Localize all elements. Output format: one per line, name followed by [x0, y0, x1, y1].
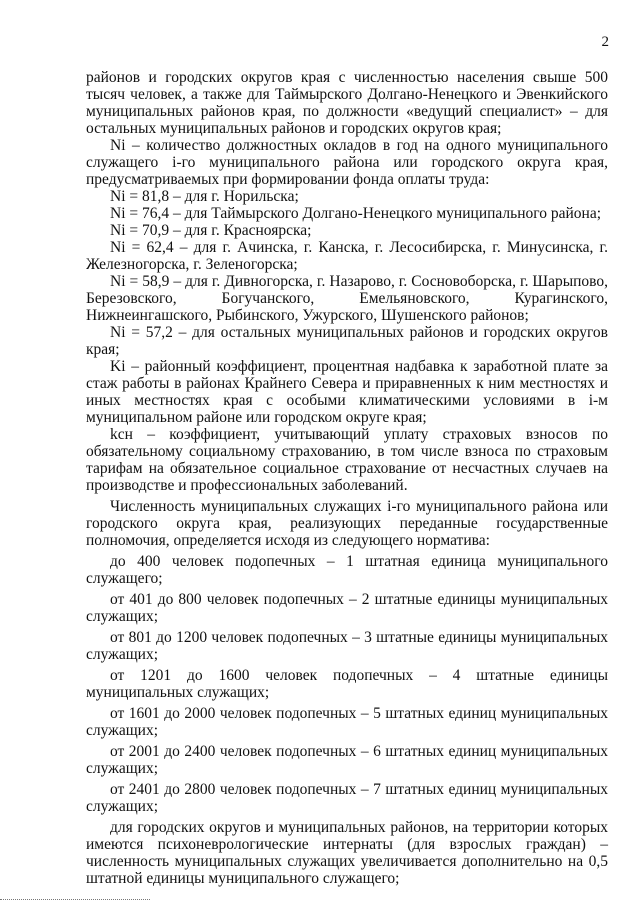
paragraph-ni-norilsk: Ni = 81,8 – для г. Норильска; — [110, 188, 299, 205]
paragraph-ni-cities-58: Ni = 58,9 – для г. Дивногорска, г. Назарово, г. Сосновоборска, г. Шарыпово, Березовского, Богучанского, Емельяновского, Курагинского, Нижнеингашского, Рыбинского, Ужурского, Шушенского районов; — [86, 273, 608, 324]
paragraph-norm-2400: от 2001 до 2400 человек подопечных – 6 штатных единиц муниципальных служащих; — [86, 743, 608, 777]
paragraph-continuation: районов и городских округов края с численностью населения свыше 500 тысяч человек, а также для Таймырского Долгано-Ненецкого и Эвенкийского муниципальных районов края, по должности «ведущий специалист» – для остальных муниципальных районов и городских округов края; — [86, 69, 608, 137]
paragraph-psycho-boarding: для городских округов и муниципальных районов, на территории которых имеются психоневрологические интернаты (для взрослых граждан) – численность муниципальных служащих увеличивается дополнительно на 0,5 штатной единицы муниципального служащего; — [86, 819, 608, 887]
paragraph-ksn-definition: kсн – коэффициент, учитывающий уплату страховых взносов по обязательному социальному страхованию, в том числе взноса по страховым тарифам на обязательное социальное страхование от несчастных случаев на производстве и профессиональных заболеваний. — [86, 426, 608, 494]
paragraph-staff-norm: Численность муниципальных служащих i-го муниципального района или городского округа края, реализующих переданные государственные полномочия, определяется исходя из следующего норматива: — [86, 498, 608, 549]
paragraph-ni-other: Ni = 57,2 – для остальных муниципальных районов и городских округов края; — [86, 324, 608, 358]
footer-divider — [0, 899, 150, 900]
paragraph-ni-krasnoyarsk: Ni = 70,9 – для г. Красноярска; — [110, 222, 312, 239]
page-number: 2 — [601, 34, 609, 50]
paragraph-norm-400: до 400 человек подопечных – 1 штатная единица муниципального служащего; — [86, 553, 608, 587]
paragraph-ni-cities-62: Ni = 62,4 – для г. Ачинска, г. Канска, г. Лесосибирска, г. Минусинска, г. Железногорска, г. Зеленогорска; — [86, 239, 608, 273]
paragraph-norm-800: от 401 до 800 человек подопечных – 2 штатные единицы муниципальных служащих; — [86, 591, 608, 625]
document-body — [86, 69, 608, 887]
paragraph-ni-taimyr: Ni = 76,4 – для Таймырского Долгано-Ненецкого муниципального района; — [110, 205, 602, 222]
paragraph-norm-1200: от 801 до 1200 человек подопечных – 3 штатные единицы муниципальных служащих; — [86, 629, 608, 663]
paragraph-norm-1600: от 1201 до 1600 человек подопечных – 4 штатные единицы муниципальных служащих; — [86, 667, 608, 701]
paragraph-norm-2800: от 2401 до 2800 человек подопечных – 7 штатных единиц муниципальных служащих; — [86, 781, 608, 815]
paragraph-ki-definition: Ki – районный коэффициент, процентная надбавка к заработной плате за стаж работы в районах Крайнего Севера и приравненных к ним местностях и иных местностях края с особыми климатическими условиями в i-м муниципальном районе или городском округе края; — [86, 358, 608, 426]
paragraph-ni-definition: Ni – количество должностных окладов в год на одного муниципального служащего i-го муниципального района или городского округа края, предусматриваемых при формировании фонда оплаты труда: — [86, 137, 608, 188]
paragraph-norm-2000: от 1601 до 2000 человек подопечных – 5 штатных единиц муниципальных служащих; — [86, 705, 608, 739]
